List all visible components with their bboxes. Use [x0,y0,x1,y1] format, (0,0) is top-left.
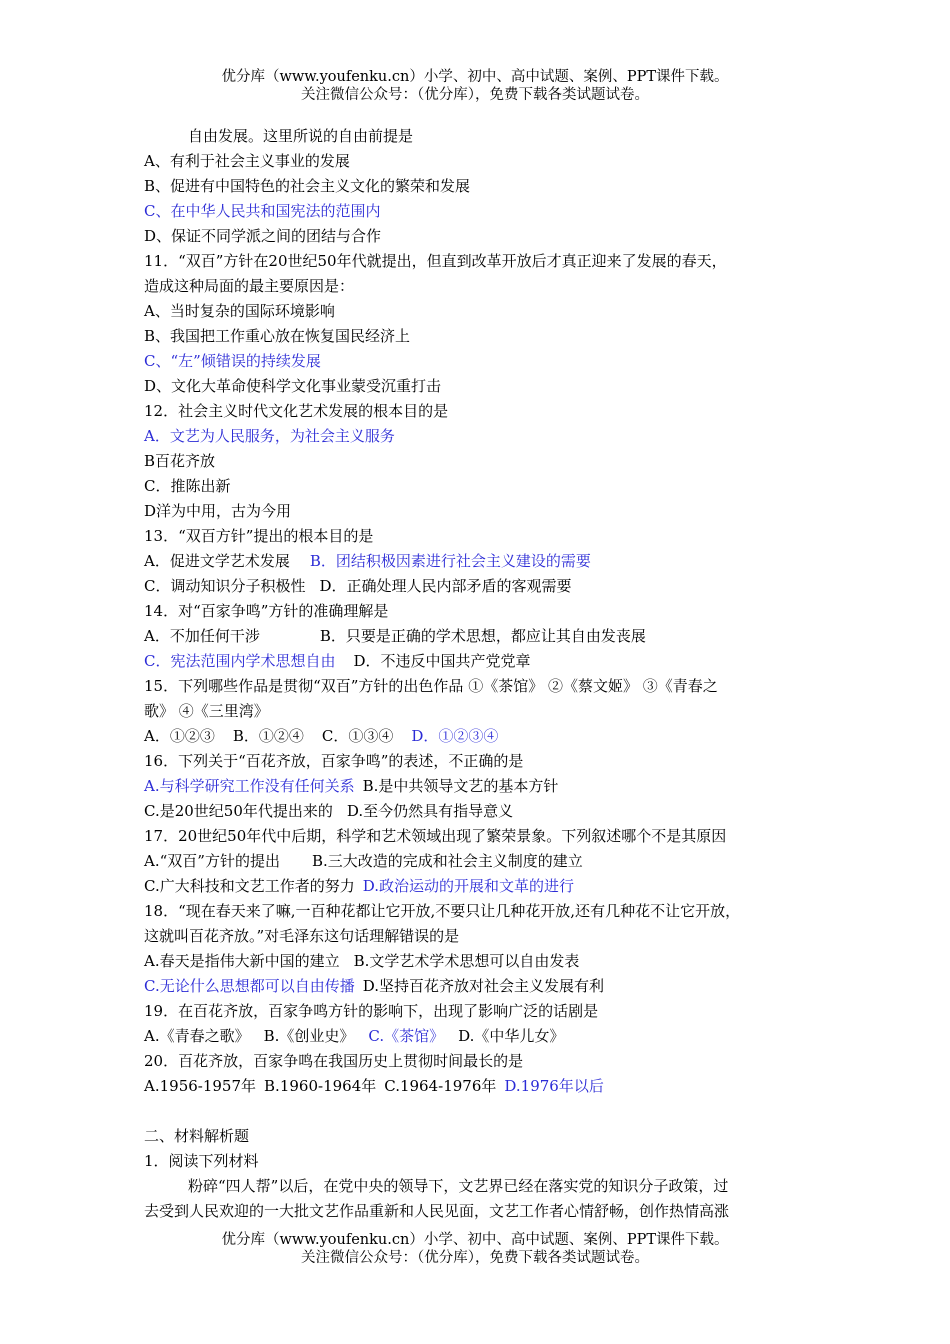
q13-options-row-2 [144,574,824,599]
q17-options-row-1 [144,849,824,874]
q18-stem-line-1: 18．“现在春天来了嘛,一百种花都让它开放,不要只让几种花开放,还有几种花不让它开放， [144,902,741,920]
q10-option-c-answer: C、在中华人民共和国宪法的范围内 [144,202,381,220]
q17-option-b: B.三大改造的完成和社会主义制度的建立 [311,852,583,870]
section-2-question-1: 1．阅读下列材料 [144,1152,259,1170]
q19-option-a: A.《青春之歌》 [144,1027,250,1045]
q17-options-row-2 [144,874,824,899]
q18-stem-line-2: 这就叫百花齐放。”对毛泽东这句话理解错误的是 [144,927,460,945]
q15-stem-line-1: 15．下列哪些作品是贯彻“双百”方针的出色作品 ①《茶馆》 ②《蔡文姬》 ③《青春之 [144,677,718,695]
q11-stem-line-1: 11．“双百”方针在20世纪50年代就提出，但直到改革开放后才真正迎来了发展的春天， [144,252,727,270]
q16-option-a-answer: A.与科学研究工作没有任何关系 [144,777,355,795]
q15-option-c: C．①③④ [321,727,394,745]
q16-stem: 16．下列关于“百花齐放，百家争鸣”的表述，不正确的是 [144,752,524,770]
q12-option-c: C．推陈出新 [144,477,231,495]
q18-option-a: A.春天是指伟大新中国的建立 [144,952,340,970]
q15-option-b: B．①②④ [232,727,304,745]
q16-option-d: D.至今仍然具有指导意义 [346,802,514,820]
q20-option-b: B.1960-1964年 [264,1077,377,1095]
q20-options-row [144,1074,824,1099]
q11-option-d: D、文化大革命使科学文化事业蒙受沉重打击 [144,377,442,395]
q18-options-row-2 [144,974,824,999]
q18-option-b: B.文学艺术学术思想可以自由发表 [353,952,580,970]
q16-options-row-1 [144,774,824,799]
q10-option-b: B、促进有中国特色的社会主义文化的繁荣和发展 [144,177,471,195]
q19-stem: 19．在百花齐放，百家争鸣方针的影响下，出现了影响广泛的话剧是 [144,1002,599,1020]
q14-option-a: A．不加任何干涉 [144,627,260,645]
q12-option-b: B百花齐放 [144,452,216,470]
q15-option-a: A．①②③ [144,727,215,745]
q12-stem: 12．社会主义时代文化艺术发展的根本目的是 [144,402,449,420]
q18-option-c-answer: C.无论什么思想都可以自由传播 [144,977,355,995]
q12-option-d: D洋为中用，古为今用 [144,502,292,520]
q13-option-d: D．正确处理人民内部矛盾的客观需要 [319,577,572,595]
q18-options-row-1 [144,949,824,974]
q14-option-c-answer: C．宪法范围内学术思想自由 [144,652,336,670]
q17-stem: 17．20世纪50年代中后期，科学和艺术领域出现了繁荣景象。下列叙述哪个不是其原因 [144,827,727,845]
q13-option-c: C．调动知识分子积极性 [144,577,306,595]
q15-options-row [144,724,824,749]
q16-option-c: C.是20世纪50年代提出来的 [144,802,333,820]
q13-option-a: A．促进文学艺术发展 [144,552,290,570]
header-line-2: 关注微信公众号：（优分库），免费下载各类试题试卷。 [301,87,649,103]
q19-options-row [144,1024,824,1049]
q10-continuation: 自由发展。这里所说的自由前提是 [188,127,414,145]
q15-option-d-answer: D．①②③④ [411,727,499,745]
document-body [144,124,824,1224]
page-header [0,68,950,104]
q12-option-a-answer: A．文艺为人民服务，为社会主义服务 [144,427,395,445]
q11-option-c-answer: C、“左”倾错误的持续发展 [144,352,321,370]
q20-option-d-answer: D.1976年以后 [504,1077,604,1095]
q10-option-d: D、保证不同学派之间的团结与合作 [144,227,382,245]
q10-option-a: A、有利于社会主义事业的发展 [144,152,350,170]
q17-option-c: C.广大科技和文艺工作者的努力 [144,877,355,895]
q14-option-b: B．只要是正确的学术思想，都应让其自由发丧展 [319,627,646,645]
q20-stem: 20．百花齐放，百家争鸣在我国历史上贯彻时间最长的是 [144,1052,524,1070]
q14-stem: 14．对“百家争鸣”方针的准确理解是 [144,602,389,620]
section-gap [144,1099,824,1124]
q11-option-b: B、我国把工作重心放在恢复国民经济上 [144,327,411,345]
q20-option-a: A.1956-1957年 [144,1077,257,1095]
q14-options-row-2 [144,649,824,674]
q11-stem-line-2: 造成这种局面的最主要原因是： [144,277,355,295]
material-paragraph-line-1: 粉碎“四人帮”以后，在党中央的领导下，文艺界已经在落实党的知识分子政策，过 [188,1177,729,1195]
footer-line-1: 优分库（www.youfenku.cn）小学、初中、高中试题、案例、PPT课件下载。 [221,1232,729,1248]
q13-stem: 13．“双百方针”提出的根本目的是 [144,527,374,545]
q14-option-d: D．不违反中国共产党党章 [353,652,531,670]
footer-line-2: 关注微信公众号：（优分库），免费下载各类试题试卷。 [301,1250,649,1266]
q19-option-b: B.《创业史》 [263,1027,355,1045]
q20-option-c: C.1964-1976年 [384,1077,497,1095]
header-line-1: 优分库（www.youfenku.cn）小学、初中、高中试题、案例、PPT课件下载。 [221,69,729,85]
q16-options-row-2 [144,799,824,824]
material-paragraph-line-2: 去受到人民欢迎的一大批文艺作品重新和人民见面，文艺工作者心情舒畅，创作热情高涨 [144,1202,730,1220]
q18-option-d: D.坚持百花齐放对社会主义发展有利 [362,977,604,995]
q19-option-c-answer: C.《茶馆》 [368,1027,445,1045]
page-footer [0,1231,950,1267]
section-2-title: 二、材料解析题 [144,1127,250,1145]
q13-option-b-answer: B．团结积极因素进行社会主义建设的需要 [309,552,591,570]
q17-option-a: A.“双百”方针的提出 [144,852,280,870]
q15-stem-line-2: 歌》 ④《三里湾》 [144,702,269,720]
q11-option-a: A、当时复杂的国际环境影响 [144,302,335,320]
q17-option-d-answer: D.政治运动的开展和文革的进行 [362,877,574,895]
q13-options-row-1 [144,549,824,574]
q16-option-b: B.是中共领导文艺的基本方针 [362,777,559,795]
q14-options-row-1 [144,624,824,649]
q19-option-d: D.《中华儿女》 [458,1027,565,1045]
